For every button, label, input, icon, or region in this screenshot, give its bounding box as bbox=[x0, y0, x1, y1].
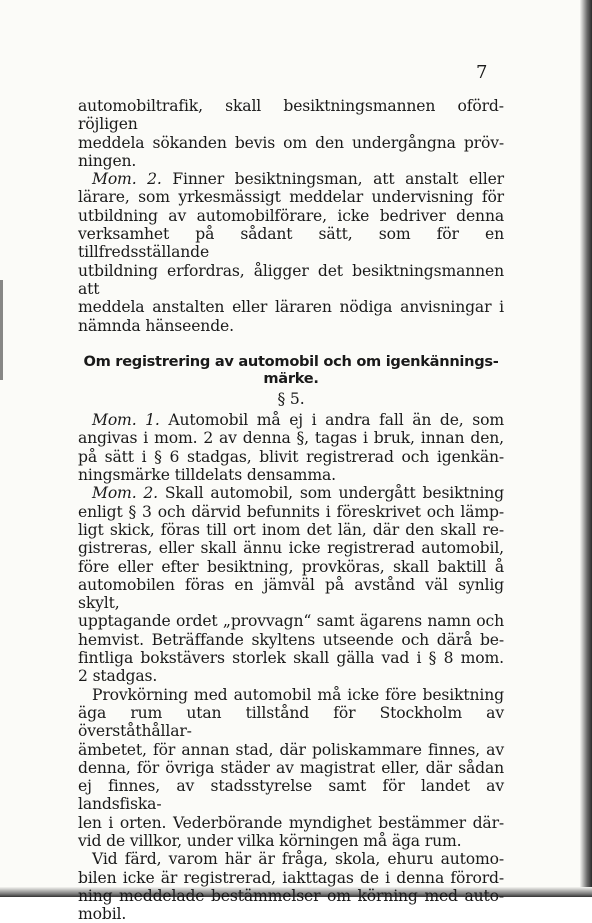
text-line: mobil. bbox=[78, 905, 127, 923]
text-line: ligt skick, föras till ort inom det län, där den skall re- bbox=[78, 520, 504, 539]
text-line: bilen icke är registrerad, iakttagas de i denna förord- bbox=[78, 868, 504, 887]
text-line: Provkörning med automobil må icke före besiktning bbox=[92, 685, 504, 704]
text-line: 2 stadgas. bbox=[78, 667, 158, 686]
mom-label: Mom. 2. bbox=[92, 170, 162, 189]
text-line: på sätt i § 6 stadgas, blivit registrerad och igenkän- bbox=[78, 447, 504, 466]
page-edge-right bbox=[580, 0, 592, 897]
text-line: nämnda hänseende. bbox=[78, 316, 234, 335]
text-line: fintliga bokstävers storlek skall gälla vad i § 8 mom. bbox=[78, 649, 504, 668]
text-line: automobilen föras en jämväl på avstånd väl synlig skylt, bbox=[78, 575, 504, 613]
paragraph-mom-1 bbox=[78, 411, 504, 484]
text-line: enligt § 3 och därvid befunnits i föreskrivet och lämp- bbox=[78, 502, 504, 521]
text-line: ningsmärke tilldelats densamma. bbox=[78, 466, 336, 485]
text-line: Vid färd, varom här är fråga, skola, ehuru automo- bbox=[92, 850, 504, 869]
paragraph-mom-2-registration bbox=[78, 484, 504, 685]
text-line: upptagande ordet „provvagn“ samt ägarens namn och bbox=[78, 612, 504, 631]
text-line: utbildning av automobilförare, icke bedriver denna bbox=[78, 206, 504, 225]
text-line: meddela sökanden bevis om den undergångna pröv- bbox=[78, 133, 504, 152]
section-heading bbox=[78, 353, 504, 388]
text-line: vid de villkor, under vilka körningen må äga rum. bbox=[78, 831, 462, 850]
section-number: § 5. bbox=[277, 389, 305, 408]
mom-label: Mom. 2. bbox=[92, 484, 158, 503]
text-line: automobiltrafik, skall besiktningsmannen ofördröjligen bbox=[78, 97, 504, 134]
text-line: ningen. bbox=[78, 151, 137, 170]
mom-label: Mom. 1. bbox=[92, 411, 160, 430]
page-number: 7 bbox=[476, 62, 488, 83]
text-line: meddela anstalten eller läraren nödiga anvisningar i bbox=[78, 298, 504, 317]
intro-paragraph bbox=[78, 97, 504, 170]
text-line: äga rum utan tillstånd för Stockholm av överståthållar- bbox=[78, 703, 504, 741]
text-line: len i orten. Vederbörande myndighet bestämmer där- bbox=[78, 813, 504, 832]
text-line: Automobil må ej i andra fall än de, som bbox=[159, 411, 504, 430]
text-line: Finner besiktningsman, att anstalt eller bbox=[161, 170, 504, 189]
text-line: lärare, som yrkesmässigt meddelar undervisning för bbox=[78, 188, 504, 207]
text-line: utbildning erfordras, åligger det besiktningsmannen att bbox=[78, 261, 504, 298]
text-line: före eller efter besiktning, provköras, skall baktill å bbox=[78, 557, 504, 576]
heading-line: märke. bbox=[263, 370, 319, 388]
paragraph-vid-fard bbox=[78, 850, 504, 923]
text-line: ämbetet, för annan stad, där poliskammare finnes, av bbox=[78, 740, 504, 759]
text-line: gistreras, eller skall ännu icke registrerad automobil, bbox=[78, 539, 504, 558]
text-line: hemvist. Beträffande skyltens utseende och därå be- bbox=[78, 630, 504, 649]
text-line: angivas i mom. 2 av denna §, tagas i bruk, innan den, bbox=[78, 429, 504, 448]
page-text bbox=[78, 97, 504, 923]
text-line: verksamhet på sådant sätt, som för en tillfredsställande bbox=[78, 225, 504, 262]
paragraph-provkorning bbox=[78, 686, 504, 851]
paragraph-mom-2-teaching bbox=[78, 170, 504, 335]
heading-line: Om registrering av automobil och om igenkännings- bbox=[83, 352, 499, 370]
text-line: ning meddelade bestämmelser om körning med auto- bbox=[78, 886, 504, 905]
page-edge-left bbox=[0, 280, 3, 380]
text-line: Skall automobil, som undergått besiktning bbox=[157, 484, 505, 503]
text-line: denna, för övriga städer av magistrat eller, där sådan bbox=[78, 758, 504, 777]
text-line: ej finnes, av stadsstyrelse samt för landet av landsfiska- bbox=[78, 777, 504, 814]
